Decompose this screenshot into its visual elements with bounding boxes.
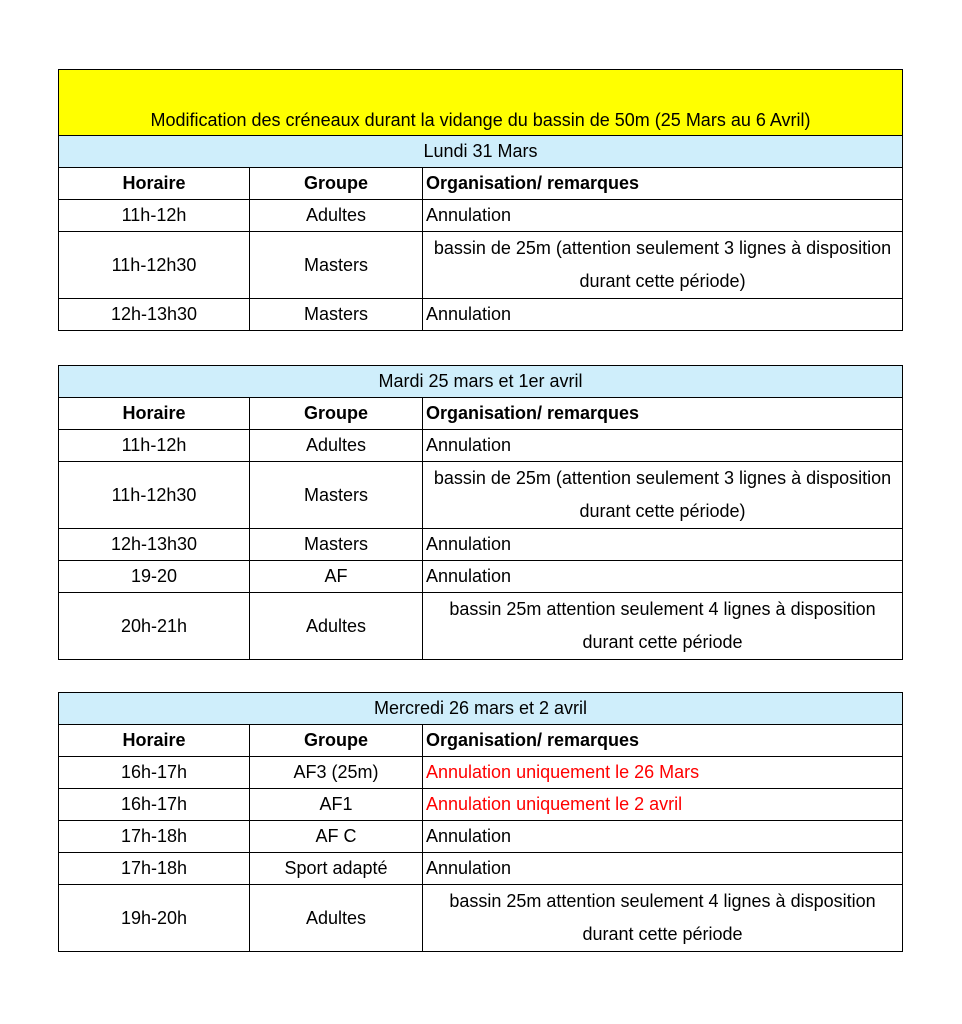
schedule-table-mercredi xyxy=(58,692,903,952)
table-row xyxy=(59,789,903,821)
cell-remarque: Annulation xyxy=(423,529,903,561)
cell-groupe: Masters xyxy=(250,529,423,561)
cell-groupe: Adultes xyxy=(250,200,423,232)
cell-horaire: 16h-17h xyxy=(59,757,250,789)
cell-remarque: bassin de 25m (attention seulement 3 lignes à disposition durant cette période) xyxy=(423,462,903,529)
cell-groupe: Sport adapté xyxy=(250,853,423,885)
cell-horaire: 16h-17h xyxy=(59,789,250,821)
cell-remarque-alert: Annulation uniquement le 26 Mars xyxy=(423,757,903,789)
cell-horaire: 17h-18h xyxy=(59,821,250,853)
cell-groupe: AF1 xyxy=(250,789,423,821)
cell-remarque: bassin 25m attention seulement 4 lignes à disposition durant cette période xyxy=(423,885,903,952)
cell-groupe: AF C xyxy=(250,821,423,853)
cell-groupe: Masters xyxy=(250,462,423,529)
cell-groupe: Masters xyxy=(250,299,423,331)
table-row xyxy=(59,561,903,593)
table-row xyxy=(59,462,903,529)
schedule-table-mardi xyxy=(58,365,903,660)
cell-groupe: AF3 (25m) xyxy=(250,757,423,789)
column-header-horaire: Horaire xyxy=(59,168,250,200)
table-row xyxy=(59,593,903,660)
cell-horaire: 11h-12h xyxy=(59,200,250,232)
table-row xyxy=(59,757,903,789)
cell-remarque: Annulation xyxy=(423,299,903,331)
cell-groupe: AF xyxy=(250,561,423,593)
cell-remarque: Annulation xyxy=(423,853,903,885)
table-row xyxy=(59,821,903,853)
cell-remarque: Annulation xyxy=(423,821,903,853)
cell-horaire: 19-20 xyxy=(59,561,250,593)
table-row xyxy=(59,232,903,299)
cell-remarque: Annulation xyxy=(423,200,903,232)
table-row xyxy=(59,885,903,952)
schedule-table-lundi xyxy=(58,69,903,331)
table-row xyxy=(59,200,903,232)
day-heading: Mercredi 26 mars et 2 avril xyxy=(59,693,903,725)
cell-horaire: 11h-12h30 xyxy=(59,232,250,299)
cell-remarque-alert: Annulation uniquement le 2 avril xyxy=(423,789,903,821)
cell-horaire: 12h-13h30 xyxy=(59,299,250,331)
cell-groupe: Adultes xyxy=(250,430,423,462)
table-row xyxy=(59,529,903,561)
cell-groupe: Adultes xyxy=(250,885,423,952)
table-row xyxy=(59,853,903,885)
column-header-organisation: Organisation/ remarques xyxy=(423,398,903,430)
column-header-groupe: Groupe xyxy=(250,725,423,757)
cell-remarque: Annulation xyxy=(423,430,903,462)
cell-horaire: 19h-20h xyxy=(59,885,250,952)
cell-remarque: bassin de 25m (attention seulement 3 lignes à disposition durant cette période) xyxy=(423,232,903,299)
column-header-horaire: Horaire xyxy=(59,398,250,430)
table-row xyxy=(59,299,903,331)
column-header-organisation: Organisation/ remarques xyxy=(423,168,903,200)
cell-remarque: Annulation xyxy=(423,561,903,593)
column-header-groupe: Groupe xyxy=(250,398,423,430)
cell-groupe: Adultes xyxy=(250,593,423,660)
table-row xyxy=(59,430,903,462)
column-header-organisation: Organisation/ remarques xyxy=(423,725,903,757)
cell-remarque: bassin 25m attention seulement 4 lignes à disposition durant cette période xyxy=(423,593,903,660)
column-header-groupe: Groupe xyxy=(250,168,423,200)
day-heading: Lundi 31 Mars xyxy=(59,136,903,168)
cell-horaire: 17h-18h xyxy=(59,853,250,885)
cell-horaire: 11h-12h xyxy=(59,430,250,462)
column-header-horaire: Horaire xyxy=(59,725,250,757)
page-title: Modification des créneaux durant la vidange du bassin de 50m (25 Mars au 6 Avril) xyxy=(59,70,903,136)
day-heading: Mardi 25 mars et 1er avril xyxy=(59,366,903,398)
cell-groupe: Masters xyxy=(250,232,423,299)
cell-horaire: 20h-21h xyxy=(59,593,250,660)
cell-horaire: 12h-13h30 xyxy=(59,529,250,561)
cell-horaire: 11h-12h30 xyxy=(59,462,250,529)
